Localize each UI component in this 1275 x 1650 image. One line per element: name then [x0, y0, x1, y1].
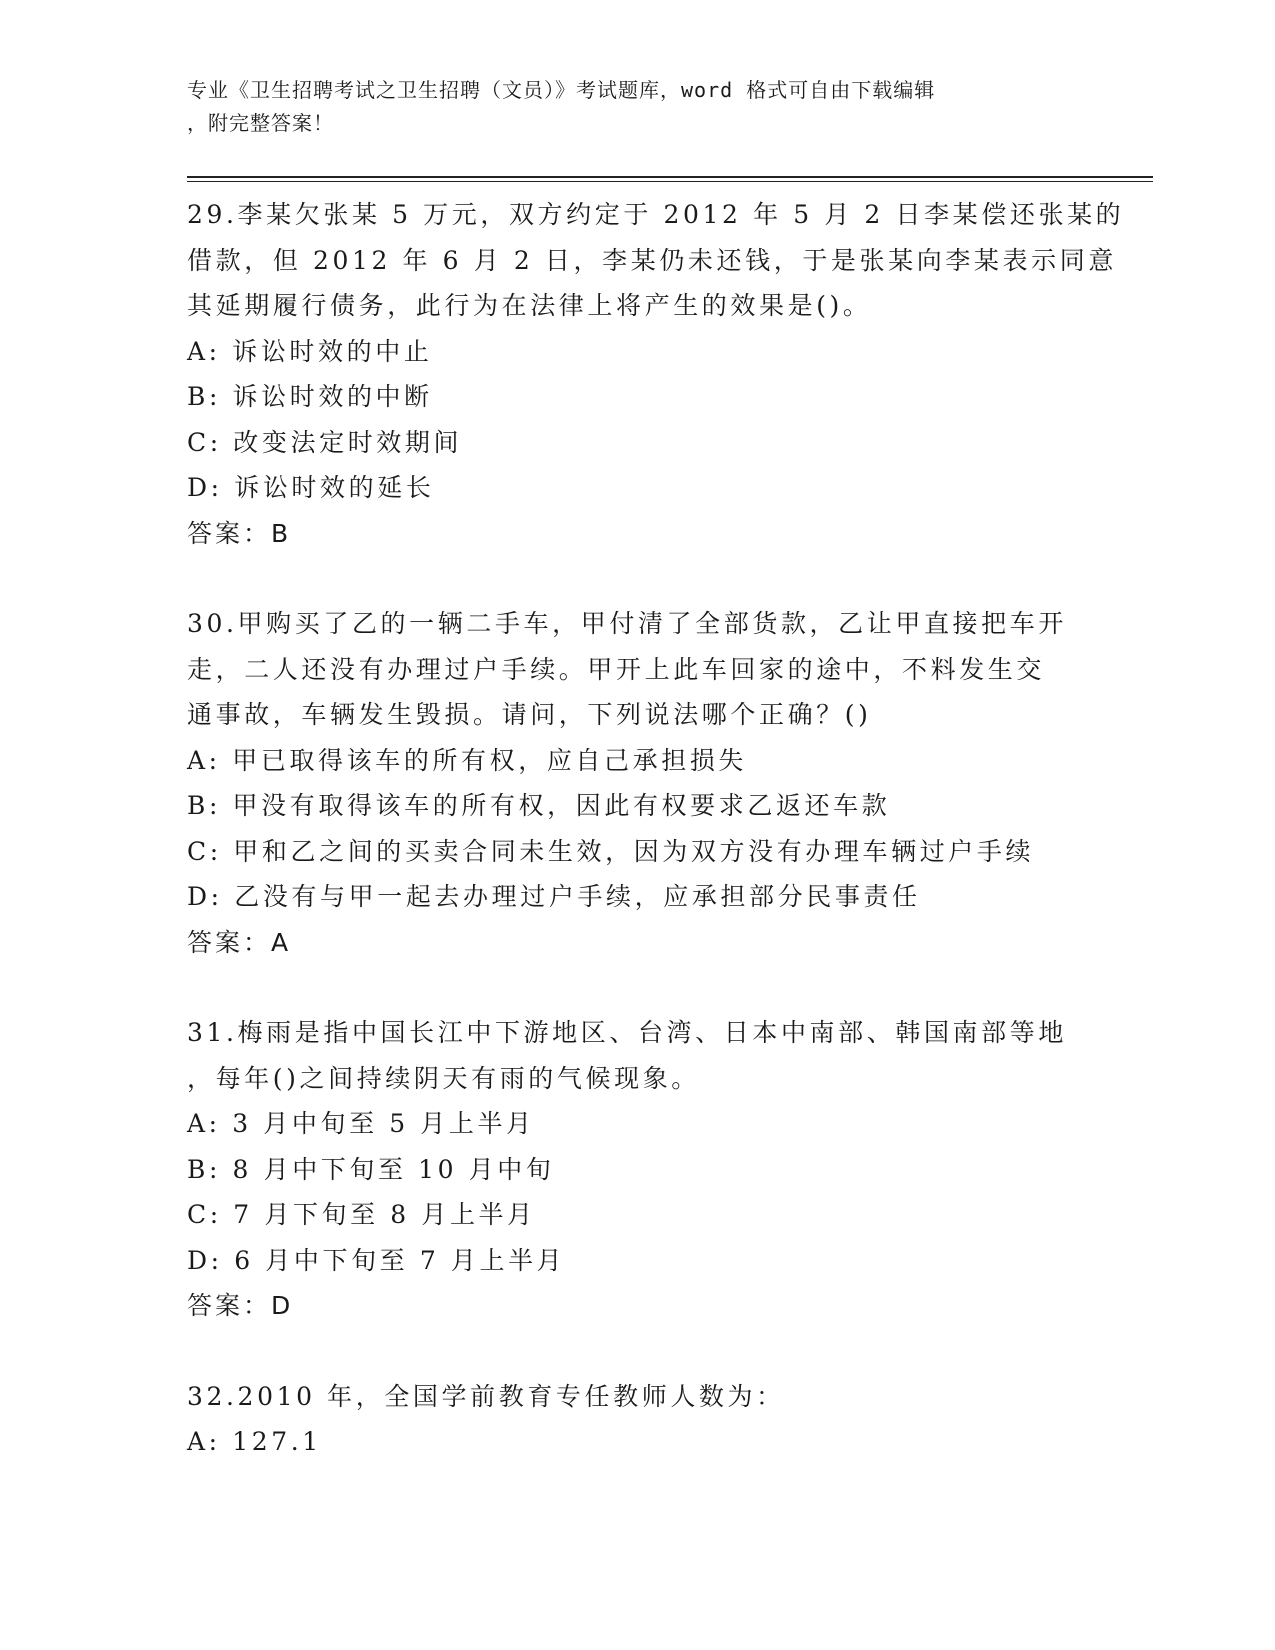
answer-label: 答案：A — [187, 927, 292, 957]
question-32 — [187, 1374, 1087, 1465]
question-30 — [187, 601, 1087, 965]
question-stem-line: 其延期履行债务，此行为在法律上将产生的效果是()。 — [187, 291, 872, 320]
question-stem-line: 走，二人还没有办理过户手续。甲开上此车回家的途中，不料发生交 — [187, 654, 1046, 684]
header-divider-thin — [187, 181, 1153, 182]
header-line-1: 专业《卫生招聘考试之卫生招聘（文员）》考试题库，word 格式可自由下载编辑 — [187, 78, 936, 102]
option-b: B: 诉讼时效的中断 — [187, 382, 433, 411]
header-line-2: ，附完整答案！ — [187, 111, 334, 135]
option-c: C: 甲和乙之间的买卖合同未生效，因为双方没有办理车辆过户手续 — [187, 836, 1035, 866]
answer-label: 答案：D — [187, 1291, 294, 1320]
option-b: B: 甲没有取得该车的所有权，因此有权要求乙返还车款 — [187, 791, 891, 820]
question-stem-line: ，每年()之间持续阴天有雨的气候现象。 — [187, 1063, 700, 1093]
question-29 — [187, 192, 1125, 556]
question-stem-line: 31.梅雨是指中国长江中下游地区、台湾、日本中南部、韩国南部等地 — [187, 1018, 1067, 1047]
header-divider-thick — [187, 176, 1153, 178]
question-stem-line: 29.李某欠张某 5 万元，双方约定于 2012 年 5 月 2 日李某偿还张某的 — [187, 200, 1125, 229]
option-a: A: 127.1 — [187, 1427, 322, 1456]
question-stem-line: 32.2010 年，全国学前教育专任教师人数为： — [187, 1381, 785, 1411]
option-a: A: 诉讼时效的中止 — [187, 336, 433, 366]
option-d: D: 6 月中下旬至 7 月上半月 — [187, 1245, 566, 1275]
option-d: D: 诉讼时效的延长 — [187, 473, 435, 502]
question-stem-line: 通事故，车辆发生毁损。请问，下列说法哪个正确？() — [187, 700, 872, 729]
option-a: A: 甲已取得该车的所有权，应自己承担损失 — [187, 745, 748, 775]
option-b: B: 8 月中下旬至 10 月中旬 — [187, 1154, 555, 1184]
question-stem-line: 借款，但 2012 年 6 月 2 日，李某仍未还钱，于是张某向李某表示同意 — [187, 245, 1117, 275]
question-list — [187, 192, 1125, 1465]
option-d: D: 乙没有与甲一起去办理过户手续，应承担部分民事责任 — [187, 882, 921, 911]
question-31 — [187, 1010, 1087, 1329]
option-a: A: 3 月中旬至 5 月上半月 — [187, 1109, 535, 1138]
document-header — [187, 74, 1067, 140]
question-stem-line: 30.甲购买了乙的一辆二手车，甲付清了全部货款，乙让甲直接把车开 — [187, 609, 1067, 638]
option-c: C: 改变法定时效期间 — [187, 427, 463, 457]
option-c: C: 7 月下旬至 8 月上半月 — [187, 1200, 536, 1229]
answer-label: 答案：B — [187, 518, 292, 548]
